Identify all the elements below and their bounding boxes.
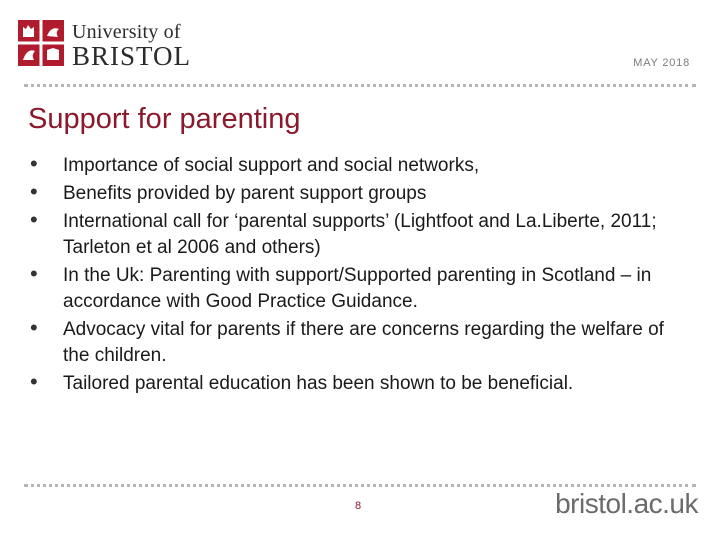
slide-date: MAY 2018	[633, 57, 690, 69]
slide-title: Support for parenting	[28, 103, 301, 135]
bullet-icon: •	[30, 179, 38, 204]
bullet-text: International call for ‘parental supports’ (Lightfoot and La.Liberte, 2011; Tarleton et al 2006 and others)	[63, 211, 657, 258]
bullet-list	[28, 153, 678, 399]
university-crest-icon	[18, 20, 64, 66]
bullet-item	[28, 263, 678, 315]
wordmark	[72, 22, 191, 70]
site-url: bristol.ac.uk	[555, 488, 698, 519]
bullet-item	[28, 317, 678, 369]
bullet-icon: •	[30, 151, 38, 176]
bullet-item	[28, 153, 678, 179]
bullet-icon: •	[30, 207, 38, 232]
bullet-icon: •	[30, 369, 38, 394]
bullet-text: Importance of social support and social networks,	[63, 155, 480, 176]
university-logo	[18, 20, 192, 71]
wordmark-line2: BRISTOL	[72, 41, 192, 71]
bullet-text: Benefits provided by parent support groups	[63, 183, 427, 204]
bullet-text: In the Uk: Parenting with support/Supported parenting in Scotland – in accordance with Good Practice Guidance.	[63, 265, 652, 312]
bullet-text: Tailored parental education has been shown to be beneficial.	[63, 373, 574, 394]
bullet-icon: •	[30, 261, 38, 286]
bullet-item	[28, 371, 678, 397]
bullet-text: Advocacy vital for parents if there are concerns regarding the welfare of the children.	[63, 319, 664, 366]
bullet-item	[28, 209, 678, 261]
wordmark-line1: University of	[72, 21, 181, 43]
bullet-icon: •	[30, 315, 38, 340]
bottom-divider	[24, 484, 696, 487]
page-number: 8	[355, 500, 362, 512]
bullet-item	[28, 181, 678, 207]
top-divider	[24, 84, 696, 87]
